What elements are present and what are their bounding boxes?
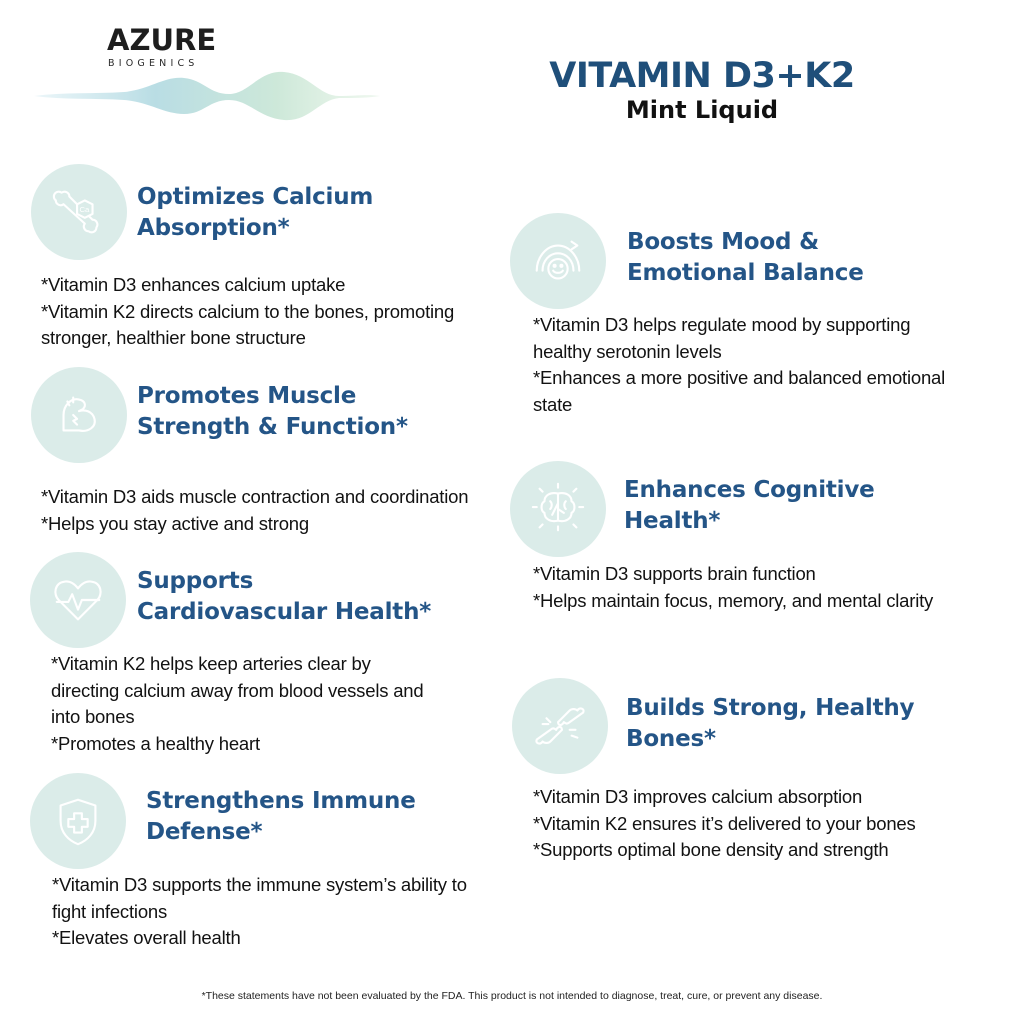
mood-gauge-icon — [510, 213, 606, 309]
benefit-description: *Vitamin K2 helps keep arteries clear by directing calcium away from blood vessels and into bones *Promotes a healthy heart — [51, 653, 424, 754]
benefit-title: Boosts Mood & Emotional Balance — [627, 229, 864, 286]
benefit-title: Strengthens Immune Defense* — [146, 788, 416, 845]
benefit-description: *Vitamin D3 improves calcium absorption *Vitamin K2 ensures it’s delivered to your bones *Supports optimal bone density and strength — [533, 786, 916, 860]
brain-icon — [510, 461, 606, 557]
brand-logo — [107, 24, 216, 69]
bone-joint-icon — [512, 678, 608, 774]
benefit-title: Optimizes Calcium Absorption* — [137, 184, 374, 241]
benefit-title: Promotes Muscle Strength & Function* — [137, 383, 408, 440]
benefit-description: *Vitamin D3 aids muscle contraction and coordination *Helps you stay active and strong — [41, 486, 469, 534]
product-title: VITAMIN D3+K2 — [549, 56, 855, 96]
benefit-description: *Vitamin D3 supports the immune system’s ability to fight infections *Elevates overall health — [52, 874, 467, 948]
benefit-title: Enhances Cognitive Health* — [624, 477, 875, 534]
benefit-description: *Vitamin D3 helps regulate mood by supporting healthy serotonin levels *Enhances a more positive and balanced emotional state — [533, 314, 946, 415]
flexed-arm-icon — [31, 367, 127, 463]
heart-pulse-icon — [30, 552, 126, 648]
wave-logo-icon — [34, 66, 380, 126]
fda-disclaimer: *These statements have not been evaluated by the FDA. This product is not intended to diagnose, treat, cure, or prevent any disease. — [201, 990, 823, 1002]
brand-name: AZURE — [107, 23, 217, 57]
benefit-description: *Vitamin D3 supports brain function *Helps maintain focus, memory, and mental clarity — [533, 563, 934, 611]
product-subtitle: Mint Liquid — [625, 96, 779, 124]
benefit-description: *Vitamin D3 enhances calcium uptake *Vitamin K2 directs calcium to the bones, promoting stronger, healthier bone structure — [41, 274, 455, 348]
calcium-bone-icon — [31, 164, 127, 260]
benefit-title: Supports Cardiovascular Health* — [137, 568, 432, 625]
shield-cross-icon — [30, 773, 126, 869]
benefit-title: Builds Strong, Healthy Bones* — [626, 695, 915, 752]
brand-subtitle: BIOGENICS — [108, 58, 199, 69]
svg-text:Ca: Ca — [79, 205, 90, 214]
